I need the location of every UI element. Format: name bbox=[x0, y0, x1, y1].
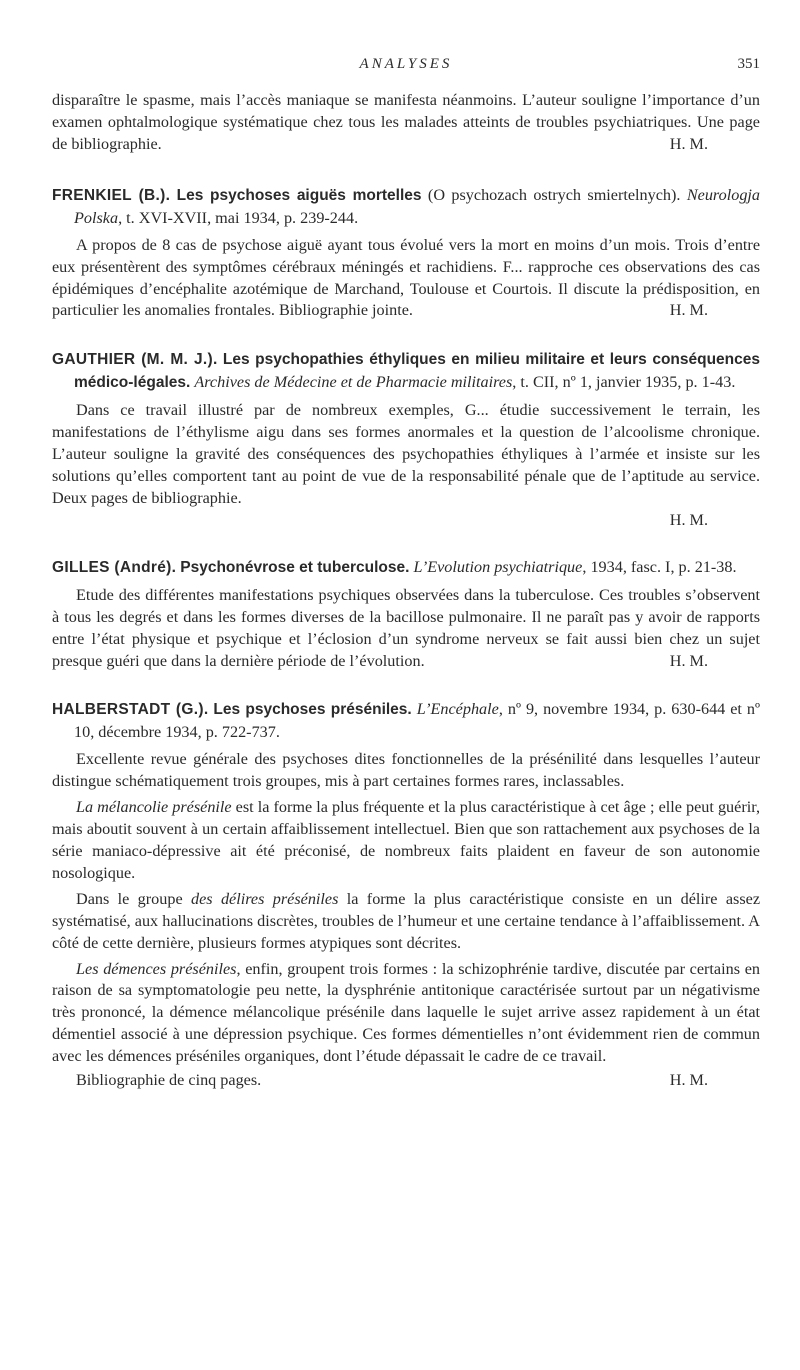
intro-text: disparaître le spasme, mais l’accès maniaque se manifesta néanmoins. L’auteur souligne l’importance d’un examen ophtalmologique systématique chez tous les malades atteints de troubles psychiatriques. Une page de bibliographie. H. M. bbox=[52, 90, 760, 156]
entry-paragraph: Excellente revue générale des psychoses dites fonctionnelles de la présénilité dans lesquelles l’auteur distingue schématiquement trois groupes, mis à part certaines formes rares, inclassables. bbox=[52, 750, 760, 791]
entry-signature: H. M. bbox=[669, 301, 708, 320]
entry-author: HALBERSTADT (G.). bbox=[52, 701, 209, 719]
page-number: 351 bbox=[737, 56, 760, 72]
entry-journal: L’Evolution psychiatrique bbox=[413, 557, 583, 576]
entry-heading: GILLES (André). Psychonévrose et tuberculose. L’Evolution psychiatrique, 1934, fasc. I, p. 21-38. bbox=[52, 557, 737, 576]
entry-title: Les psychopathies éthyliques en milieu militaire et leurs conséquences médico-légales. bbox=[74, 351, 761, 392]
entry-paragraph: Dans ce travail illustré par de nombreux exemples, G... étudie successivement le terrain, les manifestations de l’éthylisme aigu dans ses formes anormales et la question de l’alcoolisme chronique. L’auteur souligne la gravité des conséquences des psychopathies éthyliques à l’armée et insiste sur les solutions qu’elles comportent tant au point de vue de la responsabilité pénale que de l’aptitude au service. Deux pages de bibliographie. bbox=[52, 401, 760, 507]
entry-journal: Neurologja Polska bbox=[74, 185, 761, 227]
entry-paragraph: Dans le groupe des délires préséniles la forme la plus caractéristique consiste en un délire assez systématisé, aux hallucinations discrètes, troubles de l’humeur et une certaine tendance à l’affaiblissement. A côté de cette dernière, plusieurs formes atypiques sont décrites. bbox=[52, 889, 761, 952]
running-head bbox=[52, 56, 760, 80]
entry-title: Les psychoses préséniles. bbox=[213, 701, 412, 719]
running-title: ANALYSES bbox=[359, 56, 453, 72]
review-entry-halberstadt bbox=[52, 698, 760, 1092]
page-content bbox=[52, 90, 760, 1092]
entry-author: GAUTHIER (M. M. J.). bbox=[52, 351, 218, 369]
entry-title: Psychonévrose et tuberculose. bbox=[180, 558, 410, 576]
entry-signature: H. M. bbox=[669, 510, 708, 529]
review-entry-gauthier bbox=[52, 348, 760, 531]
review-entry-gilles bbox=[52, 556, 760, 673]
entry-journal: L’Encéphale bbox=[416, 700, 499, 719]
entry-signature: H. M. bbox=[669, 1071, 708, 1090]
entry-author: FRENKIEL (B.). bbox=[52, 186, 171, 204]
entry-paragraph: A propos de 8 cas de psychose aiguë ayant tous évolué vers la mort en moins d’un mois. Trois d’entre eux présentèrent des symptômes cérébraux méningés et rachidiens. F... rapproche ces observations des cas épidémiques d’encéphalite azotémique de Marchand, Toulouse et Courtois. Il discute la prédisposition, en particulier les anomalies frontales. Bibliographie jointe. H. M. bbox=[52, 235, 760, 323]
entry-author: GILLES (André). bbox=[52, 558, 177, 576]
entry-heading: GAUTHIER (M. M. J.). Les psychopathies éthyliques en milieu militaire et leurs conséquences médico-légales. Archives de Médecine et de Pharmacie militaires, t. CII, nº 1, janvier 1935, p. 1-43. bbox=[52, 351, 761, 392]
entry-paragraph: La mélancolie présénile est la forme la plus fréquente et la plus caractéristique à cet âge ; elle peut guérir, mais aboutit souvent à un certain affaiblissement intellectuel. Bien que son rattachement aux psychoses de la série maniaco-dépressive ait été préconisé, de nombreux faits plaident en faveur de son autonomie nosologique. bbox=[52, 798, 761, 882]
entry-paragraph: Les démences préséniles, enfin, groupent trois formes : la schizophrénie tardive, discutée par certains en raison de sa symptomatologie peu nette, la dysphrénie antitonique caractérisée surtout par un négativisme très prononcé, la démence mélancolique présénile dans laquelle le sujet arrive assez rapidement à un état démentiel associé à une dépression psychique. Ces formes démentielles n’ont évidemment rien de commun avec les démences préséniles organiques, dont l’étude dépassait le cadre de ce travail. bbox=[52, 959, 760, 1066]
entry-paragraph: Bibliographie de cinq pages. H. M. bbox=[52, 1070, 760, 1092]
entry-paragraph: Etude des différentes manifestations psychiques observées dans la tuberculose. Ces troubles s’observent à tous les degrés et dans les formes diverses de la bacillose pulmonaire. Il ne paraît pas y avoir de rapports entre l’état physique et psychique et l’éclosion d’un syndrome nerveux se fait aussi bien chez un sujet presque guéri que dans la dernière période de l’évolution. H. M. bbox=[52, 585, 760, 673]
entry-heading: HALBERSTADT (G.). Les psychoses préséniles. L’Encéphale, nº 9, novembre 1934, p. 630-644 et nº 10, décembre 1934, p. 722-737. bbox=[52, 700, 761, 742]
entry-heading: FRENKIEL (B.). Les psychoses aiguës mortelles (O psychozach ostrych smiertelnych). Neurologja Polska, t. XVI-XVII, mai 1934, p. 239-244. bbox=[52, 185, 761, 227]
intro-signature: H. M. bbox=[669, 134, 708, 153]
review-entry-frenkiel bbox=[52, 184, 760, 323]
entry-signature: H. M. bbox=[669, 651, 708, 670]
entry-title: Les psychoses aiguës mortelles bbox=[176, 186, 422, 204]
entry-journal: Archives de Médecine et de Pharmacie militaires bbox=[194, 373, 513, 392]
intro-paragraph bbox=[52, 90, 760, 156]
